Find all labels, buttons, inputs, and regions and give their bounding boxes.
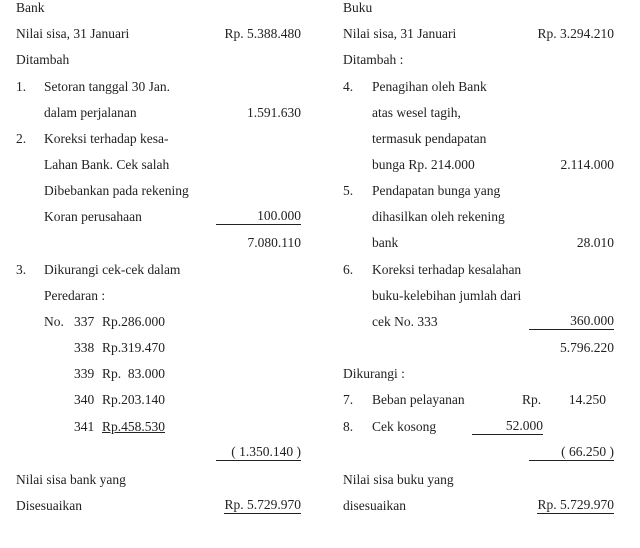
- less-total: ( 66.250 ): [529, 444, 614, 461]
- item-text: atas wesel tagih,: [372, 105, 461, 120]
- item-number: 4.: [343, 79, 354, 94]
- item-text: Pendapatan bunga yang: [372, 183, 501, 198]
- book-adjusted-value: Rp. 5.729.970: [537, 497, 614, 512]
- item-number: 6.: [343, 262, 354, 277]
- item-value: 1.591.630: [247, 105, 301, 120]
- book-subtotal: 5.796.220: [560, 340, 614, 355]
- bank-adjusted-label: Disesuaikan: [16, 498, 82, 513]
- check-number: 341: [74, 419, 95, 434]
- item-text: bunga Rp. 214.000: [372, 157, 475, 172]
- check-number: 340: [74, 392, 95, 407]
- item-text: Setoran tanggal 30 Jan.: [44, 79, 170, 94]
- item-text: Dikurangi cek-cek dalam: [44, 262, 181, 277]
- bank-subtotal: 7.080.110: [247, 235, 301, 250]
- item-value: 2.114.000: [560, 157, 614, 172]
- book-opening-label: Nilai sisa, 31 Januari: [343, 26, 457, 41]
- item-value: 52.000: [472, 418, 543, 435]
- item-text: Peredaran :: [44, 288, 106, 303]
- book-adjusted-label: disesuaikan: [343, 498, 406, 513]
- checks-total: ( 1.350.140 ): [216, 444, 301, 461]
- item-text: Beban pelayanan: [372, 392, 465, 407]
- book-adjusted-label: Nilai sisa buku yang: [343, 472, 454, 487]
- book-add-label: Ditambah :: [343, 52, 404, 67]
- item-text: Koreksi terhadap kesa-: [44, 131, 169, 146]
- check-number: 338: [74, 340, 95, 355]
- item-currency: Rp.: [522, 392, 542, 407]
- bank-opening-value: Rp. 5.388.480: [224, 26, 301, 41]
- check-amount: Rp.458.530: [102, 419, 166, 434]
- item-text: Koreksi terhadap kesalahan: [372, 262, 522, 277]
- book-title: Buku: [343, 0, 373, 15]
- item-number: 3.: [16, 262, 27, 277]
- bank-opening-label: Nilai sisa, 31 Januari: [16, 26, 130, 41]
- item-text: dihasilkan oleh rekening: [372, 209, 505, 224]
- item-text: cek No. 333: [372, 314, 438, 329]
- item-value: 14.250: [568, 392, 606, 407]
- bank-adjusted-label: Nilai sisa bank yang: [16, 472, 126, 487]
- item-number: 8.: [343, 419, 354, 434]
- item-value: 28.010: [576, 235, 614, 250]
- check-amount: Rp.286.000: [102, 314, 166, 329]
- item-number: 5.: [343, 183, 354, 198]
- book-opening-value: Rp. 3.294.210: [537, 26, 614, 41]
- check-number: 339: [74, 366, 95, 381]
- checks-prefix: No.: [44, 314, 64, 329]
- item-text: termasuk pendapatan: [372, 131, 487, 146]
- item-text: buku-kelebihan jumlah dari: [372, 288, 522, 303]
- item-value: 100.000: [216, 208, 301, 225]
- item-text: dalam perjalanan: [44, 105, 137, 120]
- check-number: 337: [74, 314, 95, 329]
- bank-adjusted-value: Rp. 5.729.970: [224, 497, 301, 512]
- item-text: Koran perusahaan: [44, 209, 142, 224]
- item-number: 7.: [343, 392, 354, 407]
- item-number: 1.: [16, 79, 27, 94]
- bank-title: Bank: [16, 0, 45, 15]
- bank-add-label: Ditambah: [16, 52, 70, 67]
- check-amount: Rp. 83.000: [102, 366, 166, 381]
- item-text: Dibebankan pada rekening: [44, 183, 189, 198]
- item-text: Cek kosong: [372, 419, 437, 434]
- item-value: 360.000: [529, 313, 614, 330]
- item-text: Lahan Bank. Cek salah: [44, 157, 170, 172]
- item-number: 2.: [16, 131, 27, 146]
- check-amount: Rp.203.140: [102, 392, 166, 407]
- item-text: Penagihan oleh Bank: [372, 79, 487, 94]
- check-amount: Rp.319.470: [102, 340, 166, 355]
- item-text: bank: [372, 235, 399, 250]
- book-less-label: Dikurangi :: [343, 366, 405, 381]
